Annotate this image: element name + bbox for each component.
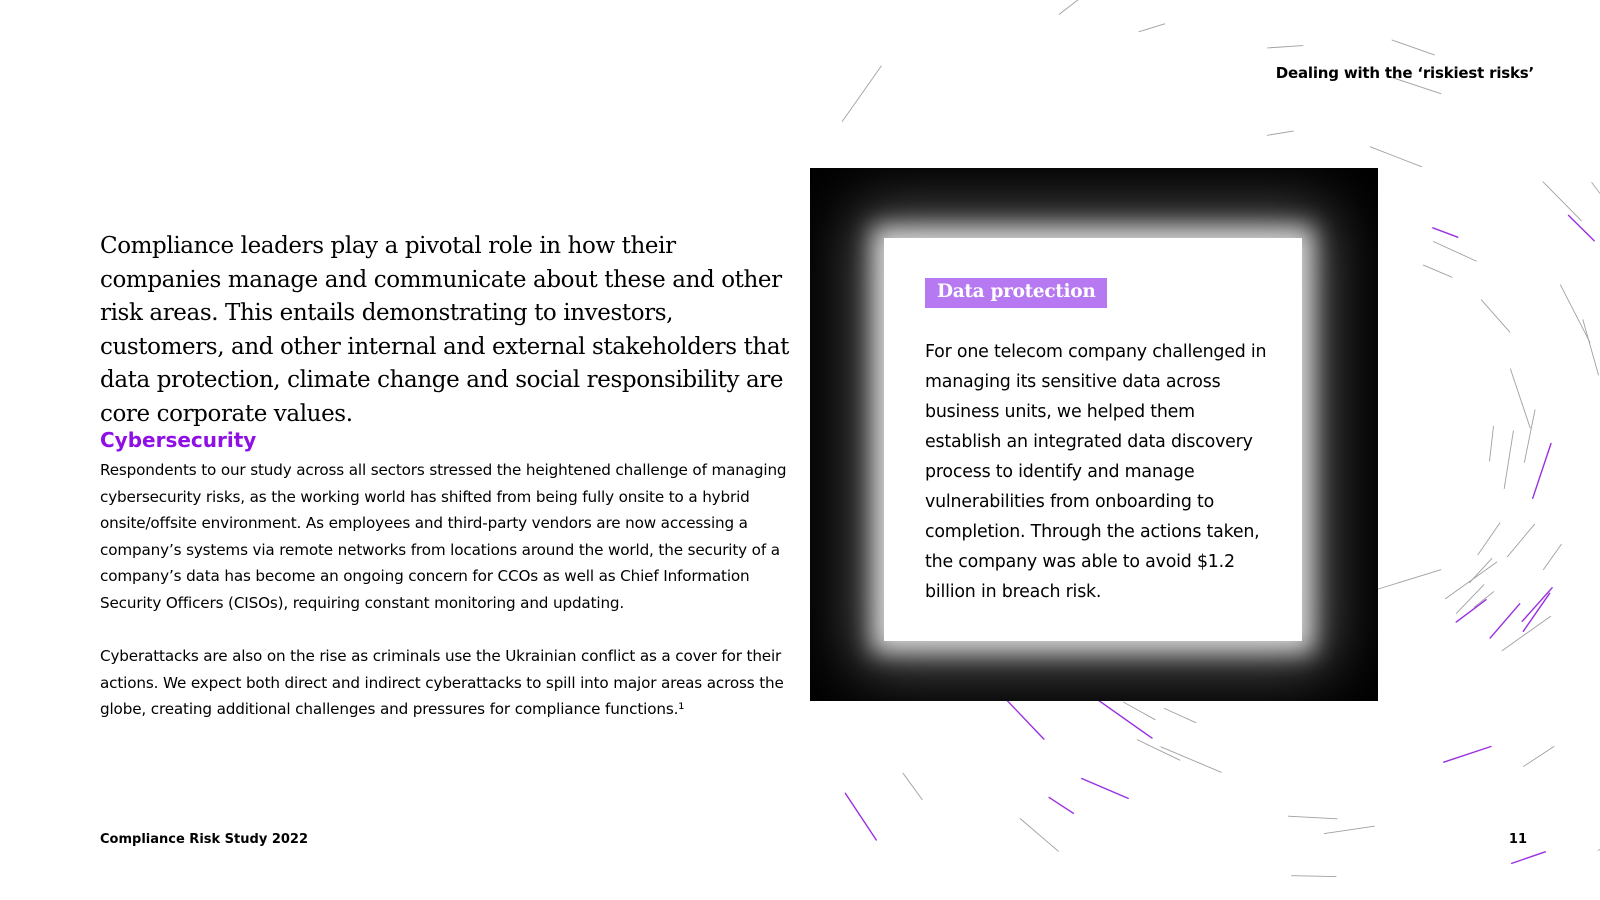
background-dash — [1267, 131, 1293, 135]
background-dash — [1164, 708, 1196, 722]
background-dash — [1377, 570, 1441, 590]
cybersecurity-paragraph-2: Cyberattacks are also on the rise as criminals use the Ukrainian conflict as a cover for their actions. We expect both direct and indirect cyberattacks to spill into major areas across the globe, creating additional challenges and pressures for compliance functions.¹ — [100, 647, 784, 719]
background-dash — [1508, 524, 1535, 556]
background-dash — [1099, 701, 1152, 739]
background-dash — [1456, 585, 1484, 614]
background-dash — [1490, 426, 1494, 461]
background-dash — [1524, 747, 1554, 767]
section-title: Dealing with the ‘riskiest risks’ — [1275, 64, 1534, 82]
background-dash — [1522, 588, 1552, 622]
background-dash — [903, 773, 922, 799]
callout-text: For one telecom company challenged in managing its sensitive data across business units, we helped them establish an integrated data discovery process to identify and manage vulnerabilities from onboarding to completion. Through the actions taken, the company was able to avoid $1.2 billion in breach risk. — [925, 342, 1267, 602]
background-dash — [1370, 147, 1421, 167]
callout-card — [884, 238, 1302, 641]
background-dash — [1478, 523, 1500, 555]
intro-paragraph: Compliance leaders play a pivotal role in how their companies manage and communicate about these and other risk areas. This entails demonstrating to investors, customers, and other internal and external stakeholders that data protection, climate change and social responsibility are core corporate values. — [100, 233, 789, 427]
background-dash — [1490, 604, 1520, 638]
background-dash — [1592, 183, 1600, 221]
background-dash — [1268, 46, 1303, 48]
background-dash — [1324, 826, 1374, 833]
background-dash — [1433, 242, 1476, 262]
background-dash — [1502, 616, 1551, 650]
background-dash — [1059, 0, 1079, 14]
background-dash — [842, 66, 881, 122]
background-dash — [845, 793, 876, 840]
background-dash — [1583, 320, 1599, 375]
background-dash — [1469, 558, 1491, 582]
background-dash — [1533, 444, 1551, 499]
background-dash — [1543, 544, 1561, 569]
background-dash — [1124, 702, 1156, 720]
callout-tag: Data protection — [925, 278, 1107, 308]
background-dash — [1523, 593, 1549, 631]
cybersecurity-paragraph-1: Respondents to our study across all sectors stressed the heightened challenge of managing cybersecurity risks, as the working world has shifted from being fully onsite to a hybrid onsite/offsite environment. As employees and third-party vendors are now accessing a company’s systems via remote networks from locations around the world, the security of a company’s data has become an ongoing concern for CCOs as well as Chief Information Security Officers (CISOs), requiring constant monitoring and updating. — [100, 461, 787, 612]
page-number: 11 — [1508, 832, 1527, 847]
footer-title: Compliance Risk Study 2022 — [100, 832, 309, 847]
background-dash — [1292, 876, 1336, 877]
background-dash — [1456, 600, 1486, 622]
background-dash — [1560, 285, 1590, 343]
background-dash — [1512, 852, 1546, 864]
background-dash — [1288, 816, 1337, 819]
background-dash — [1161, 747, 1221, 773]
background-dash — [1049, 797, 1073, 813]
background-dash — [1504, 431, 1513, 489]
background-dash — [1020, 819, 1058, 852]
background-dash — [1569, 215, 1595, 240]
background-dash — [1423, 265, 1452, 277]
background-dash — [1510, 369, 1530, 428]
background-dash — [1481, 300, 1510, 332]
cybersecurity-heading: Cybersecurity — [100, 428, 257, 452]
background-dash — [1137, 740, 1180, 761]
background-dash — [1524, 410, 1535, 463]
background-dash — [1392, 40, 1434, 55]
background-dash — [1543, 182, 1581, 221]
background-dash — [1082, 779, 1129, 799]
background-dash — [1139, 24, 1165, 32]
background-dash — [1444, 747, 1491, 763]
background-dash — [1433, 228, 1458, 237]
background-dash — [1474, 592, 1494, 608]
